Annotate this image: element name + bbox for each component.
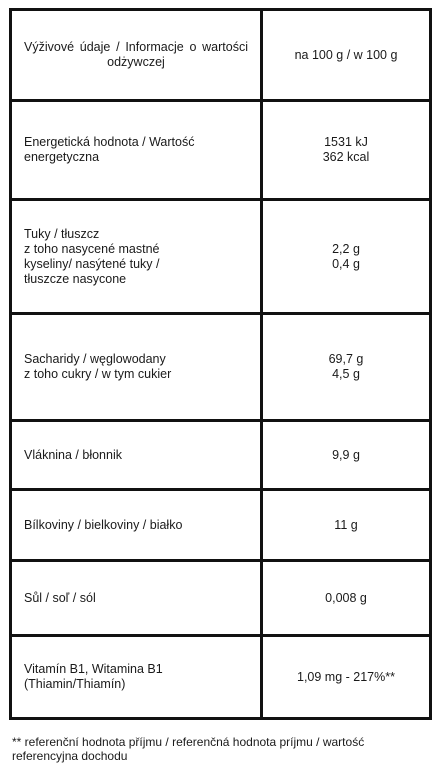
row-value [262, 561, 431, 636]
value-line: 11 g [334, 517, 358, 532]
header-value: na 100 g / w 100 g [262, 10, 431, 101]
value-line: 2,2 g [332, 241, 360, 256]
value-line: 0,008 g [325, 590, 367, 605]
label-line: (Thiamin/Thiamín) [24, 677, 126, 691]
row-label [11, 561, 262, 636]
label-line: kyseliny/ nasýtené tuky / [24, 256, 160, 271]
table-row-carbohydrates [11, 314, 431, 421]
label-line: Vitamín B1, Witamina B1 [24, 662, 163, 676]
row-label [11, 490, 262, 561]
row-value [262, 490, 431, 561]
header-label: Výživové údaje / Informacje o wartości odżywczej [11, 10, 262, 101]
table-row-vitamin-b1 [11, 636, 431, 719]
label-line: Vláknina / błonnik [24, 447, 122, 462]
row-label [11, 421, 262, 490]
nutrition-table [9, 8, 432, 720]
row-value [262, 421, 431, 490]
row-label [11, 636, 262, 719]
label-line: Tuky / tłuszcz [24, 226, 100, 241]
table-row-protein [11, 490, 431, 561]
table-row-fibre [11, 421, 431, 490]
value-line: 362 kcal [322, 150, 370, 164]
row-value [262, 200, 431, 314]
value-line: 0,4 g [332, 256, 360, 271]
label-line: z toho cukry / w tym cukier [24, 367, 172, 381]
value-line: 1531 kJ [324, 135, 368, 149]
value-line: 69,7 g [328, 352, 364, 366]
row-label [11, 101, 262, 200]
table-row-salt [11, 561, 431, 636]
row-value [262, 314, 431, 421]
row-value [262, 636, 431, 719]
table-header-row [11, 10, 431, 101]
table-row-energy [11, 101, 431, 200]
row-label [11, 200, 262, 314]
reference-intake-footnote: ** referenční hodnota příjmu / referenčná hodnota príjmu / wartość referencyjna dochodu [12, 735, 365, 763]
label-line: Bílkoviny / bielkoviny / białko [24, 517, 183, 532]
value-line: 9,9 g [332, 447, 360, 462]
value-line: 4,5 g [332, 367, 360, 381]
label-line: Sůl / soľ / sól [24, 590, 96, 605]
label-line: energetyczna [24, 150, 100, 164]
label-line: Energetická hodnota / Wartość [24, 135, 195, 149]
row-label [11, 314, 262, 421]
value-line: 1,09 mg - 217%** [297, 669, 395, 684]
row-value [262, 101, 431, 200]
table-row-fat [11, 200, 431, 314]
label-line: Sacharidy / węglowodany [24, 352, 166, 366]
label-line: z toho nasycené mastné [24, 241, 160, 256]
label-line: tłuszcze nasycone [24, 271, 127, 286]
